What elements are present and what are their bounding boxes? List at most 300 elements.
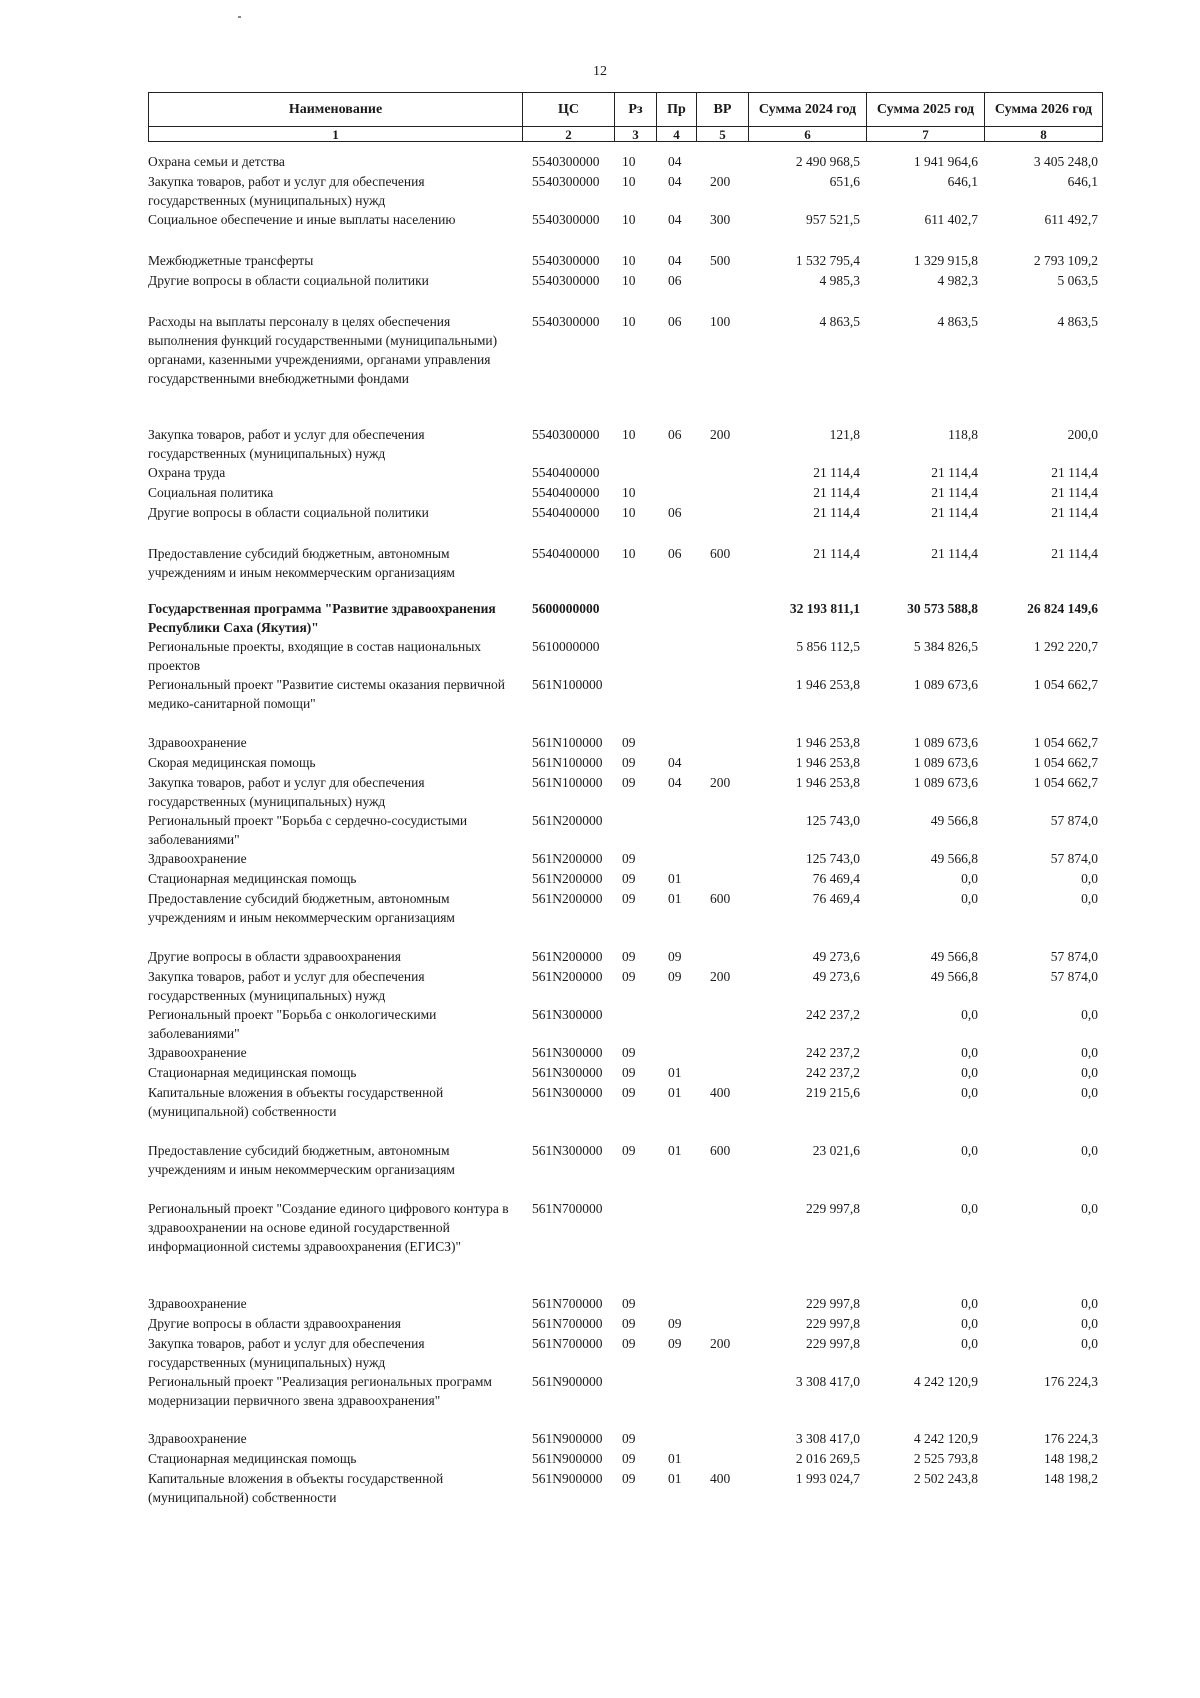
row-rz: 09 [622,755,636,770]
table-row [148,251,1102,271]
row-sum-2026: 176 224,3 [1044,1431,1098,1446]
row-sum-2024: 1 946 253,8 [795,775,860,790]
row-name: Государственная программа "Развитие здравоохранения Республики Саха (Якутия)" [148,601,496,635]
row-name: Охрана труда [148,465,226,480]
row-sum-2026: 0,0 [1081,1045,1098,1060]
row-pr [656,849,696,869]
header-sum-2026: Сумма 2026 год [985,93,1103,127]
row-pr: 04 [668,212,682,227]
row-cs: 561N900000 [532,1471,603,1486]
row-cs: 561N300000 [532,1143,603,1158]
row-sum-2025: 646,1 [947,174,978,189]
column-number: 4 [657,127,697,142]
row-rz: 10 [622,485,636,500]
row-vr [696,503,748,544]
row-sum-2024: 21 114,4 [813,465,860,480]
row-name: Региональные проекты, входящие в состав национальных проектов [148,639,482,673]
row-sum-2026: 2 793 109,2 [1033,253,1098,268]
row-cs: 561N300000 [532,1065,603,1080]
row-sum-2026: 21 114,4 [1051,505,1098,520]
table-row [148,967,1102,1005]
table-row [148,1063,1102,1083]
row-vr: 200 [710,969,731,984]
row-sum-2024: 3 308 417,0 [795,1431,860,1446]
row-name: Здравоохранение [148,1045,247,1060]
row-sum-2024: 1 946 253,8 [795,677,860,692]
row-cs: 561N700000 [532,1336,603,1351]
row-sum-2026: 57 874,0 [1050,949,1098,964]
row-name: Здравоохранение [148,1431,247,1446]
row-rz: 09 [622,1045,636,1060]
header-cs: ЦС [523,93,615,127]
table-row [148,463,1102,483]
row-name: Закупка товаров, работ и услуг для обеспечения государственных (муниципальных) нужд [148,174,425,208]
table-row [148,1005,1102,1043]
row-rz: 10 [622,314,636,329]
row-sum-2025: 49 566,8 [930,813,978,828]
table-row [148,773,1102,811]
row-pr: 06 [668,505,682,520]
row-pr [656,1043,696,1063]
row-vr: 300 [710,212,731,227]
row-cs: 561N200000 [532,949,603,964]
row-pr: 01 [668,1471,682,1486]
row-vr [696,1005,748,1043]
row-name: Стационарная медицинская помощь [148,1451,357,1466]
row-vr: 200 [710,427,731,442]
table-row [148,503,1102,544]
row-name: Региональный проект "Борьба с сердечно-сосудистыми заболеваниями" [148,813,468,847]
row-name: Закупка товаров, работ и услуг для обеспечения государственных (муниципальных) нужд [148,969,425,1003]
row-pr: 01 [668,1143,682,1158]
row-sum-2026: 1 054 662,7 [1033,775,1098,790]
table-row [148,675,1102,733]
row-sum-2026: 4 863,5 [1057,314,1098,329]
row-pr: 01 [668,1085,682,1100]
row-name: Другие вопросы в области здравоохранения [148,1316,401,1331]
row-sum-2025: 2 525 793,8 [913,1451,978,1466]
row-sum-2026: 646,1 [1067,174,1098,189]
column-number: 3 [615,127,657,142]
row-rz: 09 [622,1431,636,1446]
table-row [148,1141,1102,1199]
row-rz: 09 [622,1336,636,1351]
row-sum-2025: 0,0 [961,1336,978,1351]
row-name: Другие вопросы в области социальной политики [148,505,429,520]
budget-table [148,152,1102,1507]
row-cs: 561N300000 [532,1007,603,1022]
row-sum-2025: 0,0 [961,1065,978,1080]
scan-speck [238,16,241,18]
row-vr [696,271,748,312]
row-cs: 561N200000 [532,813,603,828]
row-vr [696,849,748,869]
row-sum-2025: 4 242 120,9 [913,1431,978,1446]
row-sum-2026: 0,0 [1081,891,1098,906]
row-rz: 10 [622,253,636,268]
row-cs: 561N700000 [532,1201,603,1216]
row-sum-2026: 26 824 149,6 [1027,601,1098,616]
row-pr [656,675,696,733]
row-rz: 09 [622,735,636,750]
row-sum-2024: 121,8 [829,427,860,442]
row-pr [656,1005,696,1043]
row-rz: 10 [622,154,636,169]
row-pr: 01 [668,871,682,886]
row-sum-2026: 1 054 662,7 [1033,735,1098,750]
row-cs: 561N300000 [532,1045,603,1060]
row-rz: 09 [622,871,636,886]
row-vr [696,1063,748,1083]
row-pr: 04 [668,154,682,169]
row-cs: 5540300000 [532,154,600,169]
table-row [148,947,1102,967]
table-body [148,152,1102,1507]
row-rz [614,637,656,675]
row-name: Капитальные вложения в объекты государственной (муниципальной) собственности [148,1471,444,1505]
row-name: Закупка товаров, работ и услуг для обеспечения государственных (муниципальных) нужд [148,775,425,809]
row-cs: 561N900000 [532,1451,603,1466]
row-name: Закупка товаров, работ и услуг для обеспечения государственных (муниципальных) нужд [148,427,425,461]
column-number: 5 [697,127,749,142]
row-sum-2025: 21 114,4 [931,485,978,500]
row-cs: 5540300000 [532,253,600,268]
row-sum-2025: 0,0 [961,871,978,886]
row-cs: 5540300000 [532,427,600,442]
row-rz: 09 [622,1471,636,1486]
table-row [148,1083,1102,1141]
row-sum-2025: 1 089 673,6 [913,735,978,750]
row-sum-2026: 0,0 [1081,1336,1098,1351]
row-rz: 09 [622,1085,636,1100]
row-sum-2026: 1 054 662,7 [1033,755,1098,770]
row-cs: 5540400000 [532,546,600,561]
row-sum-2025: 1 089 673,6 [913,755,978,770]
table-row [148,544,1102,599]
row-sum-2025: 1 089 673,6 [913,775,978,790]
row-sum-2025: 0,0 [961,1007,978,1022]
row-sum-2025: 4 863,5 [937,314,978,329]
row-pr [656,1294,696,1314]
row-name: Предоставление субсидий бюджетным, автономным учреждениям и иным некоммерческим организациям [148,891,455,925]
row-pr [656,733,696,753]
row-name: Региональный проект "Создание единого цифрового контура в здравоохранении на основе единой государственной информационной системы здравоохранения (ЕГИСЗ)" [148,1201,509,1254]
row-cs: 561N100000 [532,755,603,770]
row-vr: 600 [710,546,731,561]
column-number: 1 [149,127,523,142]
row-sum-2025: 0,0 [961,1085,978,1100]
row-vr: 500 [710,253,731,268]
row-vr: 400 [710,1085,731,1100]
row-sum-2025: 0,0 [961,1316,978,1331]
row-sum-2024: 1 946 253,8 [795,735,860,750]
header-sum-2025: Сумма 2025 год [867,93,985,127]
row-sum-2024: 242 237,2 [806,1045,860,1060]
row-pr [656,463,696,483]
row-rz: 09 [622,1143,636,1158]
row-vr [696,463,748,483]
row-name: Стационарная медицинская помощь [148,1065,357,1080]
row-name: Другие вопросы в области здравоохранения [148,949,401,964]
table-row [148,210,1102,251]
row-pr: 06 [668,314,682,329]
table-row [148,172,1102,210]
row-sum-2025: 1 941 964,6 [913,154,978,169]
row-name: Социальная политика [148,485,274,500]
row-vr [696,599,748,637]
table-row [148,1449,1102,1469]
row-name: Расходы на выплаты персоналу в целях обеспечения выполнения функций государственными (муниципальными) органами, казенными учреждениями, органами управления государственными внебюджетными фондами [148,314,498,386]
row-vr [696,869,748,889]
row-sum-2025: 0,0 [961,891,978,906]
row-sum-2026: 21 114,4 [1051,485,1098,500]
row-sum-2026: 148 198,2 [1044,1471,1098,1486]
row-sum-2026: 21 114,4 [1051,546,1098,561]
row-cs: 561N900000 [532,1431,603,1446]
row-pr [656,599,696,637]
row-sum-2024: 125 743,0 [806,813,860,828]
row-sum-2024: 5 856 112,5 [796,639,860,654]
row-rz: 10 [622,174,636,189]
header-vr: ВР [697,93,749,127]
row-name: Здравоохранение [148,735,247,750]
page-number: 12 [593,64,607,79]
row-vr: 400 [710,1471,731,1486]
row-vr: 200 [710,174,731,189]
row-sum-2025: 2 502 243,8 [913,1471,978,1486]
row-name: Другие вопросы в области социальной политики [148,273,429,288]
table-row [148,1372,1102,1429]
column-number: 2 [523,127,615,142]
row-sum-2024: 229 997,8 [806,1201,860,1216]
row-sum-2024: 242 237,2 [806,1065,860,1080]
row-cs: 561N900000 [532,1374,603,1389]
row-rz: 10 [622,505,636,520]
row-rz: 09 [622,1316,636,1331]
row-vr: 600 [710,891,731,906]
row-rz: 09 [622,949,636,964]
row-rz [614,675,656,733]
row-sum-2026: 176 224,3 [1044,1374,1098,1389]
row-name: Региональный проект "Борьба с онкологическими заболеваниями" [148,1007,437,1041]
row-vr [696,1372,748,1429]
row-sum-2025: 4 982,3 [937,273,978,288]
row-sum-2024: 4 863,5 [819,314,860,329]
row-vr [696,675,748,733]
row-name: Предоставление субсидий бюджетным, автономным учреждениям и иным некоммерческим организациям [148,546,455,580]
row-sum-2026: 0,0 [1081,871,1098,886]
row-sum-2026: 611 492,7 [1044,212,1098,227]
table-row [148,1469,1102,1507]
table-row [148,1294,1102,1314]
row-rz: 09 [622,851,636,866]
header-sum-2024: Сумма 2024 год [749,93,867,127]
row-vr: 200 [710,1336,731,1351]
row-name: Закупка товаров, работ и услуг для обеспечения государственных (муниципальных) нужд [148,1336,425,1370]
row-vr [696,947,748,967]
row-cs: 561N200000 [532,969,603,984]
row-cs: 5600000000 [532,601,600,616]
row-sum-2025: 1 329 915,8 [913,253,978,268]
table-row [148,152,1102,172]
row-name: Здравоохранение [148,1296,247,1311]
row-vr [696,637,748,675]
row-sum-2025: 611 402,7 [924,212,978,227]
row-sum-2024: 21 114,4 [813,485,860,500]
row-sum-2026: 0,0 [1081,1316,1098,1331]
table-row [148,869,1102,889]
row-cs: 5540300000 [532,273,600,288]
row-rz: 10 [622,546,636,561]
row-pr: 06 [668,273,682,288]
row-cs: 561N100000 [532,735,603,750]
row-vr: 200 [710,775,731,790]
row-pr: 09 [668,1336,682,1351]
row-cs: 5540400000 [532,505,600,520]
row-name: Скорая медицинская помощь [148,755,316,770]
row-vr [696,1043,748,1063]
row-sum-2025: 49 566,8 [930,969,978,984]
row-name: Охрана семьи и детства [148,154,285,169]
row-sum-2026: 3 405 248,0 [1033,154,1098,169]
row-sum-2024: 1 946 253,8 [795,755,860,770]
row-sum-2025: 21 114,4 [931,505,978,520]
row-rz: 09 [622,775,636,790]
row-pr: 04 [668,174,682,189]
row-sum-2025: 118,8 [948,427,978,442]
table-row [148,753,1102,773]
row-sum-2026: 0,0 [1081,1007,1098,1022]
row-sum-2024: 76 469,4 [812,891,860,906]
row-pr [656,1429,696,1449]
row-sum-2025: 1 089 673,6 [913,677,978,692]
row-pr: 01 [668,1451,682,1466]
row-sum-2025: 21 114,4 [931,465,978,480]
row-vr [696,1314,748,1334]
row-sum-2024: 125 743,0 [806,851,860,866]
row-pr: 04 [668,775,682,790]
row-sum-2025: 49 566,8 [930,851,978,866]
row-rz: 09 [622,1296,636,1311]
row-sum-2025: 5 384 826,5 [913,639,978,654]
row-sum-2026: 5 063,5 [1057,273,1098,288]
row-name: Стационарная медицинская помощь [148,871,357,886]
row-sum-2026: 57 874,0 [1050,851,1098,866]
row-name: Здравоохранение [148,851,247,866]
row-pr: 06 [668,546,682,561]
table-row [148,1199,1102,1294]
row-pr: 06 [668,427,682,442]
row-vr [696,1199,748,1294]
row-sum-2024: 229 997,8 [806,1336,860,1351]
row-cs: 561N700000 [532,1296,603,1311]
row-sum-2026: 0,0 [1081,1201,1098,1216]
row-pr: 01 [668,891,682,906]
row-sum-2026: 1 292 220,7 [1033,639,1098,654]
header-rz: Рз [615,93,657,127]
row-rz: 09 [622,969,636,984]
table-row [148,1429,1102,1449]
row-rz: 10 [622,273,636,288]
row-cs: 5610000000 [532,639,600,654]
table-row [148,889,1102,947]
row-sum-2024: 242 237,2 [806,1007,860,1022]
row-sum-2024: 23 021,6 [812,1143,860,1158]
row-sum-2024: 2 490 968,5 [795,154,860,169]
table-row [148,425,1102,463]
row-sum-2024: 4 985,3 [819,273,860,288]
row-vr [696,1294,748,1314]
row-cs: 561N300000 [532,1085,603,1100]
row-sum-2025: 0,0 [961,1296,978,1311]
row-sum-2025: 0,0 [961,1201,978,1216]
row-rz [614,811,656,849]
table-row [148,271,1102,312]
row-pr [656,483,696,503]
row-sum-2025: 0,0 [961,1045,978,1060]
row-sum-2024: 21 114,4 [813,546,860,561]
row-rz [614,1199,656,1294]
column-number: 8 [985,127,1103,142]
row-sum-2024: 957 521,5 [806,212,860,227]
row-sum-2024: 49 273,6 [812,969,860,984]
row-vr [696,1429,748,1449]
row-name: Социальное обеспечение и иные выплаты населению [148,212,456,227]
row-sum-2026: 0,0 [1081,1296,1098,1311]
row-rz: 09 [622,1451,636,1466]
row-sum-2026: 0,0 [1081,1085,1098,1100]
row-pr: 09 [668,969,682,984]
row-rz [614,1005,656,1043]
table-row [148,849,1102,869]
table-row [148,1314,1102,1334]
row-pr [656,1372,696,1429]
table-row [148,637,1102,675]
row-rz: 09 [622,1065,636,1080]
row-name: Региональный проект "Реализация региональных программ модернизации первичного звена здравоохранения" [148,1374,492,1408]
row-cs: 5540400000 [532,465,600,480]
row-sum-2026: 1 054 662,7 [1033,677,1098,692]
row-rz: 10 [622,427,636,442]
row-sum-2024: 219 215,6 [806,1085,860,1100]
column-number: 6 [749,127,867,142]
row-sum-2025: 0,0 [961,1143,978,1158]
row-sum-2024: 2 016 269,5 [795,1451,860,1466]
row-vr [696,811,748,849]
row-cs: 561N100000 [532,775,603,790]
row-rz [614,463,656,483]
row-sum-2026: 0,0 [1081,1065,1098,1080]
row-pr [656,811,696,849]
row-sum-2026: 200,0 [1067,427,1098,442]
row-vr [696,753,748,773]
row-rz [614,1372,656,1429]
row-name: Капитальные вложения в объекты государственной (муниципальной) собственности [148,1085,444,1119]
row-sum-2024: 76 469,4 [812,871,860,886]
row-cs: 5540300000 [532,212,600,227]
row-sum-2025: 4 242 120,9 [913,1374,978,1389]
table-header [148,92,1103,142]
row-sum-2024: 1 532 795,4 [795,253,860,268]
row-sum-2026: 0,0 [1081,1143,1098,1158]
row-cs: 561N100000 [532,677,603,692]
row-pr: 04 [668,755,682,770]
row-sum-2026: 148 198,2 [1044,1451,1098,1466]
row-name: Межбюджетные трансферты [148,253,314,268]
row-sum-2024: 229 997,8 [806,1316,860,1331]
row-cs: 561N700000 [532,1316,603,1331]
row-cs: 5540300000 [532,174,600,189]
